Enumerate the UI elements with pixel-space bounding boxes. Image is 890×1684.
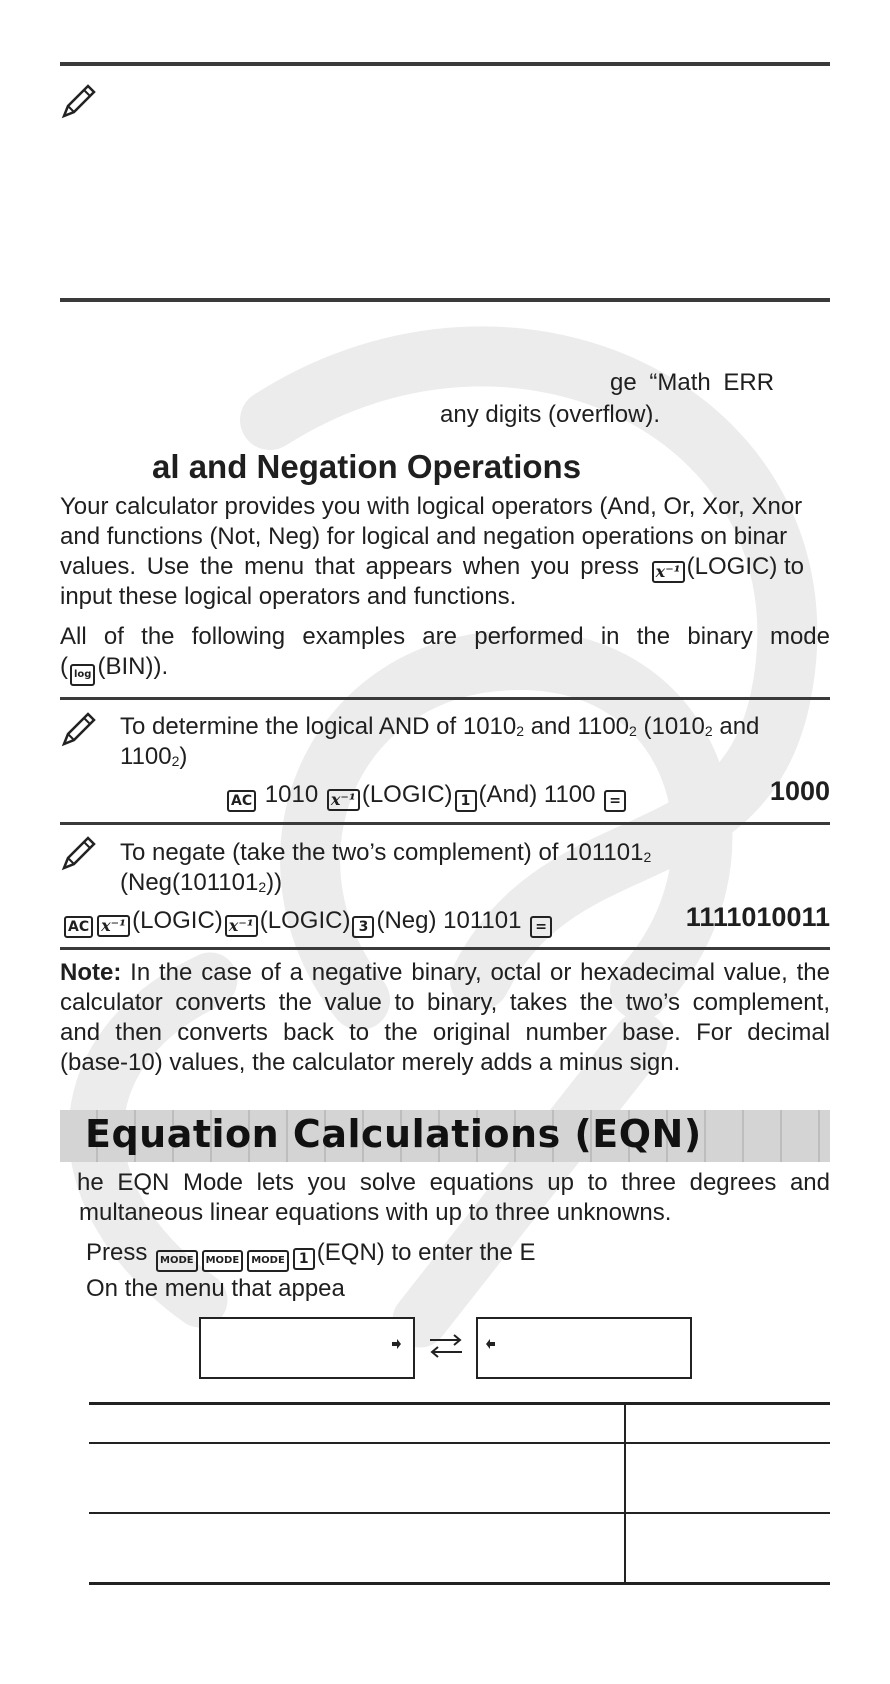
ex2-sub-2: 2 <box>258 879 267 895</box>
ex2-keys-t3: (Neg) 101101 <box>376 907 529 934</box>
lcd-screen-2 <box>476 1317 692 1379</box>
example1-top-rule <box>60 697 830 700</box>
example2-bottom-rule <box>60 947 830 950</box>
example2-top-rule <box>60 822 830 825</box>
ex1-sub-4: 2 <box>171 753 180 769</box>
lcd-screen-1 <box>199 1317 415 1379</box>
eqn-step-1 <box>86 1238 536 1272</box>
equals-key: = <box>604 790 626 812</box>
example2-keystrokes <box>62 906 554 938</box>
eqn-intro-line-2: multaneous linear equations with up to three unknowns. <box>79 1199 672 1226</box>
ex2-text-a: To negate (take the two’s complement) of 101101 <box>120 839 644 866</box>
logic-key: x⁻¹ <box>327 789 360 811</box>
eqn-intro-line-1: he EQN Mode lets you solve equations up to three degrees and <box>77 1169 830 1196</box>
example2-result: 1111010011 <box>685 902 830 932</box>
table-header-border <box>89 1442 830 1444</box>
ex1-text-a: To determine the logical AND of 1010 <box>120 713 517 740</box>
logic-key: x⁻¹ <box>652 561 685 583</box>
intro-line-4: input these logical operators and functions. <box>60 583 517 610</box>
ac-key: AC <box>227 790 256 812</box>
ex2-keys-t2: (LOGIC) <box>259 907 351 934</box>
note-label: Note: <box>60 959 122 986</box>
binary-mode-line-2 <box>60 652 168 686</box>
binary-mode-line-1: All of the following examples are performed in the binary mode <box>60 623 830 650</box>
ex1-sub-3: 2 <box>704 723 713 739</box>
ex2-line2-end: )) <box>266 869 283 896</box>
logic-key: x⁻¹ <box>225 915 258 937</box>
step1-pre: Press <box>86 1239 155 1266</box>
step1-post: (EQN) to enter the E <box>316 1239 536 1266</box>
ex1-line2-end: ) <box>179 743 188 770</box>
box-bottom-rule <box>60 298 830 302</box>
note-line-1 <box>60 958 830 988</box>
intro-line-1: Your calculator provides you with logical operators (And, Or, Xor, Xnor <box>60 493 803 520</box>
example1-line-1 <box>120 712 759 746</box>
section-title-logic: al and Negation Operations <box>152 448 582 485</box>
example1-keystrokes <box>225 780 628 812</box>
partial-line-2: any digits (overflow). <box>440 401 661 428</box>
ex1-keys-t1: 1010 <box>258 781 325 808</box>
ac-key: AC <box>64 916 93 938</box>
table-bottom-border <box>89 1582 830 1585</box>
ex1-sub-2: 2 <box>629 723 637 739</box>
one-key: 1 <box>455 790 477 812</box>
table-column-divider <box>624 1402 626 1585</box>
ex1-keys-t2: (LOGIC) <box>361 781 453 808</box>
log-key: log <box>70 664 95 686</box>
intro-line-3-text: values. Use the menu that appears when you press <box>60 553 650 580</box>
ex1-line2-text: 1100 <box>120 743 172 770</box>
swap-arrows-icon <box>428 1332 464 1360</box>
example1-line-2 <box>120 742 187 776</box>
one-key: 1 <box>293 1248 315 1270</box>
pencil-icon <box>60 832 100 872</box>
intro-line-2: and functions (Not, Neg) for logical and negation operations on binar <box>60 523 788 550</box>
three-key: 3 <box>352 916 374 938</box>
top-rule <box>60 62 830 66</box>
note-text-1: In the case of a negative binary, octal or hexadecimal value, the <box>121 959 830 986</box>
ex2-sub-1: 2 <box>643 849 652 865</box>
example2-line-2 <box>120 868 282 902</box>
ex1-text-b: and 1100 <box>524 713 630 740</box>
logic-key: x⁻¹ <box>97 915 130 937</box>
intro-line-3 <box>60 552 830 583</box>
note-line-4: (base-10) values, the calculator merely adds a minus sign. <box>60 1049 681 1076</box>
equals-key: = <box>530 916 552 938</box>
pencil-icon <box>60 708 100 748</box>
bin-label: (BIN)). <box>97 653 169 680</box>
paren-open: ( <box>60 653 68 680</box>
example1-result: 1000 <box>769 776 830 806</box>
table-row-border <box>89 1512 830 1514</box>
ex1-text-d: and <box>712 713 760 740</box>
ex1-keys-t3: (And) 1100 <box>478 781 603 808</box>
ex2-keys-t1: (LOGIC) <box>132 907 223 934</box>
mode-key: MODE <box>247 1250 289 1272</box>
table-top-border <box>89 1402 830 1405</box>
note-line-3: and then converts back to the original number base. For decimal <box>60 1019 830 1046</box>
pencil-icon <box>60 80 100 120</box>
ex2-line2-text: (Neg(101101 <box>120 869 259 896</box>
mode-key: MODE <box>156 1250 198 1272</box>
mode-key: MODE <box>202 1250 244 1272</box>
example2-line-1 <box>120 838 651 872</box>
ex1-text-c: (1010 <box>636 713 705 740</box>
intro-line-3-end: (LOGIC) to <box>686 553 805 580</box>
ex1-sub-1: 2 <box>516 723 525 739</box>
note-line-2: calculator converts the value to binary, takes the two’s complement, <box>60 989 830 1016</box>
left-arrow-icon <box>486 1339 496 1349</box>
partial-line-1: ge “Math ERR <box>610 369 775 396</box>
section-title-eqn: Equation Calculations (EQN) <box>85 1112 702 1156</box>
right-arrow-icon <box>391 1339 401 1349</box>
eqn-step-2: On the menu that appea <box>86 1275 345 1302</box>
